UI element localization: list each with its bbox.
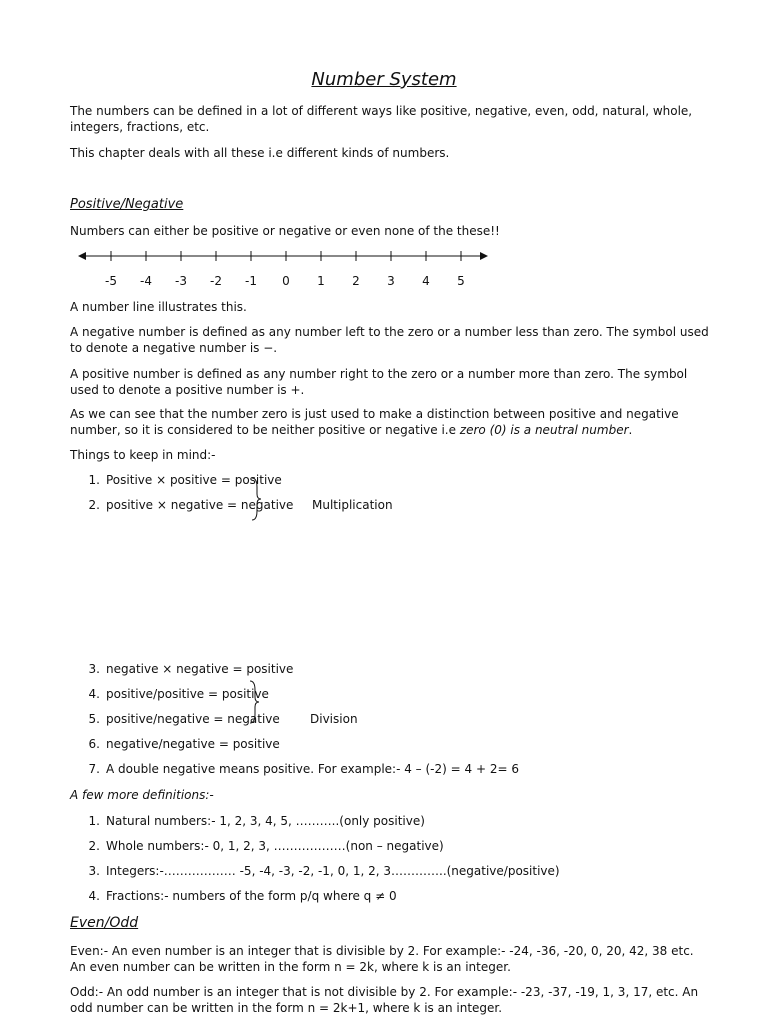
intro-paragraph-1: The numbers can be defined in a lot of different ways like positive, negative, even, odd, natural, whole, integers, fractions, etc. xyxy=(70,104,693,134)
rule-item: 2. positive × negative = negative xyxy=(88,498,294,512)
definition-item: 4. Fractions:- numbers of the form p/q where q ≠ 0 xyxy=(88,889,397,903)
division-brace xyxy=(248,680,260,724)
rule-item: 5. positive/negative = negative xyxy=(88,712,280,726)
number-line-label: 2 xyxy=(352,274,360,288)
things-to-keep-label: Things to keep in mind:- xyxy=(70,448,216,462)
rule-item: 1. Positive × positive = positive xyxy=(88,473,282,487)
definition-item: 3. Integers:-……………… -5, -4, -3, -2, -1, 0, 1, 2, 3…………..(negative/positive) xyxy=(88,864,560,878)
rule-item: 3. negative × negative = positive xyxy=(88,662,294,676)
rule-item: 4. positive/positive = positive xyxy=(88,687,269,701)
multiplication-brace xyxy=(250,477,262,521)
definitions-label: A few more definitions:- xyxy=(70,788,214,802)
number-line-label: 3 xyxy=(387,274,395,288)
number-line-label: 1 xyxy=(317,274,325,288)
number-line-label: 5 xyxy=(457,274,465,288)
division-label: Division xyxy=(310,712,358,726)
section-heading-positive-negative: Positive/Negative xyxy=(70,197,184,212)
rule-item: 7. A double negative means positive. For example:- 4 – (-2) = 4 + 2= 6 xyxy=(88,762,519,776)
number-line-caption: A number line illustrates this. xyxy=(70,300,247,314)
number-line xyxy=(78,246,488,266)
number-line-label: -4 xyxy=(140,274,152,288)
definition-item: 2. Whole numbers:- 0, 1, 2, 3, ………………(non – negative) xyxy=(88,839,444,853)
number-line-label: -5 xyxy=(105,274,117,288)
definition-item: 1. Natural numbers:- 1, 2, 3, 4, 5, ………..(only positive) xyxy=(88,814,425,828)
intro-paragraph-2: This chapter deals with all these i.e different kinds of numbers. xyxy=(70,146,450,160)
multiplication-label: Multiplication xyxy=(312,498,393,512)
zero-neutral-emphasis: zero (0) is a neutral number xyxy=(459,423,629,437)
positive-negative-lead: Numbers can either be positive or negative or even none of the these!! xyxy=(70,224,500,238)
even-definition: Even:- An even number is an integer that is divisible by 2. For example:- -24, -36, -20, 0, 20, 42, 38 etc. An even number can be written in the form n = 2k, where k is an integer. xyxy=(70,944,694,974)
zero-paragraph: As we can see that the number zero is just used to make a distinction between positive and negative number, so it is considered to be neither positive or negative i.e zero (0) is a neutral number. xyxy=(70,407,679,437)
number-line-label: -3 xyxy=(175,274,187,288)
section-heading-even-odd: Even/Odd xyxy=(70,915,139,931)
number-line-label: 0 xyxy=(282,274,290,288)
odd-definition: Odd:- An odd number is an integer that is not divisible by 2. For example:- -23, -37, -19, 1, 3, 17, etc. An odd number can be written in the form n = 2k+1, where k is an integer. xyxy=(70,985,699,1015)
number-line-label: -1 xyxy=(245,274,257,288)
page-title: Number System xyxy=(311,69,457,90)
positive-definition: A positive number is defined as any number right to the zero or a number more than zero. The symbol used to denote a positive number is +. xyxy=(70,367,688,397)
negative-definition: A negative number is defined as any number left to the zero or a number less than zero. The symbol used to denote a negative number is −. xyxy=(70,325,709,355)
number-line-label: 4 xyxy=(422,274,430,288)
rule-item: 6. negative/negative = positive xyxy=(88,737,280,751)
number-line-label: -2 xyxy=(210,274,222,288)
